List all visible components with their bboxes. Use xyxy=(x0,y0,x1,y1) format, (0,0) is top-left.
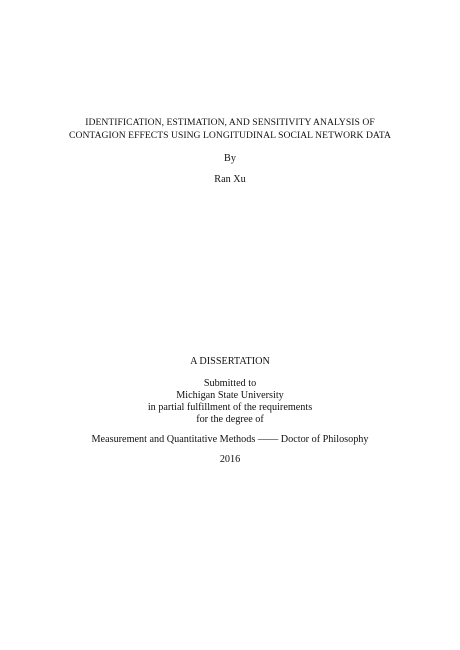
submitted-to: Submitted to xyxy=(203,378,257,389)
degree-intro: for the degree of xyxy=(196,414,264,425)
document-type: A DISSERTATION xyxy=(190,356,270,367)
university: Michigan State University xyxy=(176,390,284,401)
title-line-2: CONTAGION EFFECTS USING LONGITUDINAL SOCIAL NETWORK DATA xyxy=(69,130,391,141)
author-name: Ran Xu xyxy=(214,174,246,185)
degree-program: Measurement and Quantitative Methods —— Doctor of Philosophy xyxy=(91,434,369,445)
title-line-1: IDENTIFICATION, ESTIMATION, AND SENSITIVITY ANALYSIS OF xyxy=(85,117,375,128)
fulfillment-statement: in partial fulfillment of the requirements xyxy=(147,402,313,413)
by-label: By xyxy=(224,153,236,164)
year: 2016 xyxy=(219,454,241,465)
